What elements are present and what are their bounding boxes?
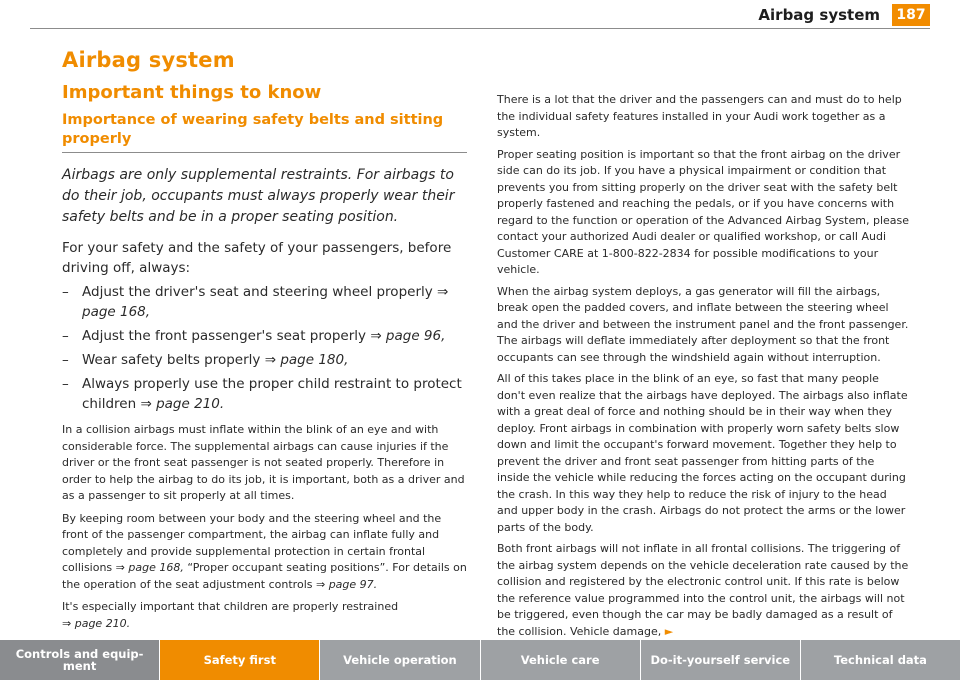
right-column (497, 92, 909, 645)
tab-vehicle-care[interactable]: Vehicle care (481, 640, 641, 680)
page-reference-link[interactable]: page 168, (82, 304, 151, 320)
list-item-text: Adjust the driver's seat and steering wheel properly (82, 284, 438, 300)
list-item: – Always properly use the proper child restraint to protect children ⇒ page 210. (62, 376, 462, 412)
body-paragraph: There is a lot that the driver and the passengers can and must do to help the individual safety features installed in your Audi work together as a system. (497, 93, 902, 139)
intro-paragraph: For your safety and the safety of your passengers, before driving off, always: (62, 240, 452, 276)
tab-vehicle-operation[interactable]: Vehicle operation (320, 640, 480, 680)
ref-arrow-icon: ⇒ (264, 352, 277, 368)
tab-safety-first[interactable]: Safety first (160, 640, 320, 680)
list-item: – Adjust the front passenger's seat properly ⇒ page 96, (62, 328, 446, 344)
body-paragraph: By keeping room between your body and the steering wheel and the front of the passenger compartment, the airbag can inflate fully and completely and provide supplemental protection in certain frontal collisions ⇒ page 168, “Proper occupant seating positions”. For details on the operation of the seat adjustment controls ⇒ page 97. (62, 511, 467, 591)
lead-paragraph: Airbags are only supplemental restraints. For airbags to do their job, occupants must always properly wear their safety belts and be in a proper seating position. (62, 167, 455, 225)
ref-arrow-icon: ⇒ (437, 284, 449, 300)
ref-arrow-icon: ⇒ (370, 328, 382, 344)
page-reference-link[interactable]: page 210. (74, 616, 131, 630)
body-paragraph: Both front airbags will not inflate in all frontal collisions. The triggering of the airbag system depends on the vehicle deceleration rate caused by the collision and registered by the electronic control unit. If this rate is below the reference value programmed into the control unit, the airbags will not be triggered, even though the car may be badly damaged as a result of the collision. Vehicle damage, ► (497, 542, 909, 638)
page-reference-link[interactable]: page 180, (280, 352, 349, 368)
tab-controls-and-equipment[interactable]: Controls and equip- ment (0, 640, 160, 680)
chapter-tab-bar (0, 640, 960, 680)
header-rule (30, 28, 930, 29)
running-header-title: Airbag system (758, 6, 880, 24)
body-paragraph: When the airbag system deploys, a gas generator will fill the airbags, break open the padded covers, and inflate between the steering wheel and the driver and between the instrument panel and the front passenger. The airbags will deflate immediately after deployment so that the front occupants can see through the windshield again without interruption. (497, 284, 909, 364)
section-title: Important things to know (62, 82, 322, 103)
page-reference-link[interactable]: page 97. (328, 577, 378, 591)
body-paragraph: All of this takes place in the blink of an eye, so fast that many people don't even realize that the airbags have deployed. The airbags also inflate with a great deal of force and nothing should be in their way when they deploy. Front airbags in combination with properly worn safety belts slow down and limit the occupant's forward movement. Together they help to prevent the driver and front seat passenger from hitting parts of the inside the vehicle while reducing the forces acting on the occupant during the crash. In this way they help to reduce the risk of injury to the head and upper body in the crash. Airbags do not protect the arms or the lower parts of the body. (497, 372, 908, 534)
list-item: – Adjust the driver's seat and steering wheel properly ⇒ page 168, (62, 284, 449, 320)
ref-arrow-icon: ⇒ (62, 616, 72, 630)
page-reference-link[interactable]: page 96, (385, 328, 446, 344)
body-paragraph: Proper seating position is important so that the front airbag on the driver side can do its job. If you have a physical impairment or condition that prevents you from sitting properly on the driver seat with the safety belt properly fastened and reaching the pedals, or if you have concerns with regard to the function or operation of the Advanced Airbag System, please contact your authorized Audi dealer or qualified workshop, or call Audi Customer CARE at 1-800-822-2834 for possible modifications to your vehicle. (497, 147, 910, 276)
chapter-title: Airbag system (62, 48, 235, 72)
ref-arrow-icon: ⇒ (115, 561, 125, 574)
ref-arrow-icon: ⇒ (140, 396, 152, 412)
page-reference-link[interactable]: page 210. (156, 396, 225, 412)
list-item-text: Adjust the front passenger's seat properly (82, 328, 371, 344)
tab-do-it-yourself-service[interactable]: Do-it-yourself service (641, 640, 801, 680)
continue-arrow-icon[interactable]: ► (664, 624, 674, 638)
ref-arrow-icon: ⇒ (315, 577, 326, 591)
checklist (62, 282, 467, 414)
page-number: 187 (892, 4, 930, 26)
list-item-text: Always properly use the proper child restraint to protect children (82, 376, 462, 412)
list-item: – Wear safety belts properly ⇒ page 180, (62, 352, 349, 368)
body-paragraph: In a collision airbags must inflate within the blink of an eye and with considerable force. The supplemental airbags can cause injuries if the driver or the front seat passenger is not seated properly. Therefore in order to help the airbag to do its job, it is important, both as a driver and as a passenger to sit properly at all times. (62, 423, 465, 502)
body-paragraph: It's especially important that children are properly restrained ⇒ page 210. (62, 600, 399, 630)
left-column (62, 48, 467, 638)
tab-technical-data[interactable]: Technical data (801, 640, 960, 680)
subsection-title: Importance of wearing safety belts and sitting properly (62, 111, 467, 153)
list-item-text: Wear safety belts properly (82, 352, 265, 368)
page-reference-link[interactable]: page 168, (128, 561, 184, 574)
